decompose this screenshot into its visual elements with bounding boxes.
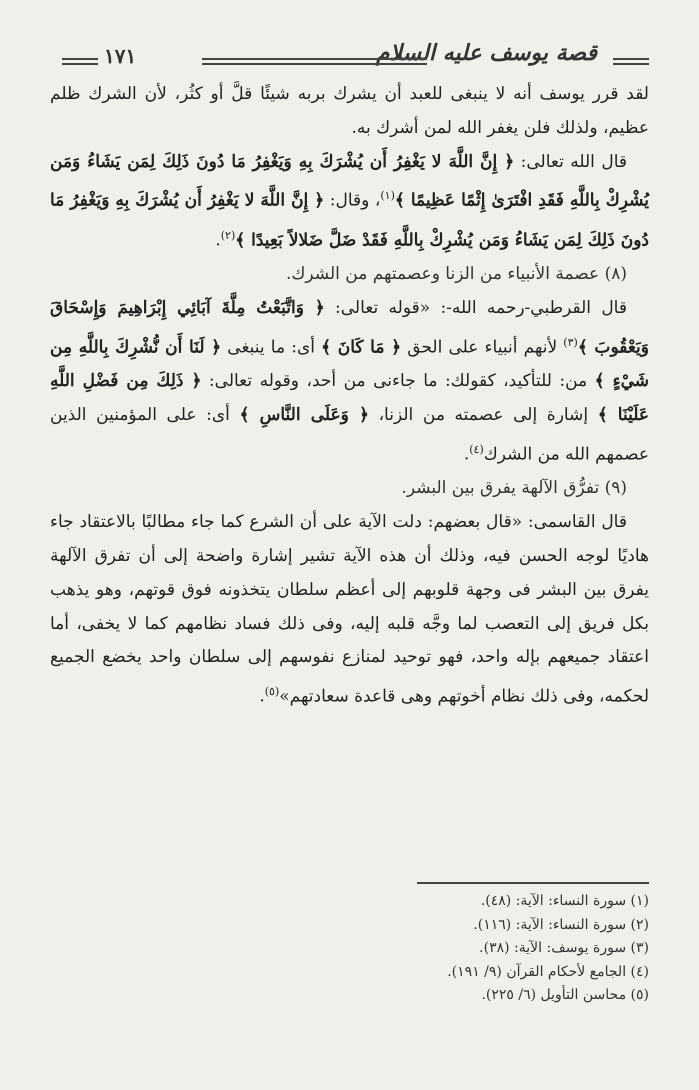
book-title: قصة يوسف عليه السلام xyxy=(375,40,597,66)
footnote-1: (١) سورة النساء: الآية: (٤٨). xyxy=(480,893,649,909)
paragraph-3 xyxy=(50,292,649,472)
quran-verse: ﴿ وَعَلَى النَّاسِ ﴾ xyxy=(239,405,369,426)
footnote-separator xyxy=(417,882,649,884)
p2-intro: قال الله تعالى: xyxy=(514,151,628,172)
header-rule-right xyxy=(613,58,649,65)
quran-verse: ﴿ إِنَّ اللَّهَ لا يَغْفِرُ أَن يُشْرَكَ بِهِ وَيَغْفِرُ مَا دُونَ ذَلِكَ لِمَن يَشَاءُ وَمَن يُشْرِكْ بِاللَّهِ فَقَدِ افْتَرَىٰ إِثْمًا عَظِيمًا ﴾ xyxy=(50,151,650,212)
p2-mid: ، وقال: xyxy=(324,191,381,212)
p3-text: إشارة إلى عصمته من الزنا، xyxy=(368,405,598,426)
paragraph-4 xyxy=(50,506,649,714)
p4-text: قال القاسمى: «قال بعضهم: دلت الآية على أن الشرع كما جاء مطالبًا بالاعتقاد جاء هاديًا لوجه الحسن فيه، وذلك أن هذه الآية تشير إشارة واضحة إلى أن تفرق الآلهة يفرق بين البشر فى وجهة قلوبهم إلى أعظم سلطان يتخذونه فوق قوتهم، وهو يذهب بكل فريق إلى التعصب لما وجَّه قلبه إليه، وفى ذلك فساد نظامهم كما لا يخفى، أما اعتقاد جميعهم بإله واحد، فهو توحيد لمنازع نفوسهم إلى سلطان واحد يخضع الجميع لحكمه، وفى ذلك نظام أخوتهم وهى قاعدة سعادتهم» xyxy=(50,512,649,707)
page-header xyxy=(62,40,649,80)
footnote-4: (٤) الجامع لأحكام القرآن (٩/ ١٩١). xyxy=(447,963,649,980)
quran-verse: ﴿ لَنَا أَن نُّشْرِكَ بِاللَّهِ مِن شَيْءٍ ﴾ xyxy=(50,337,649,392)
footnote-ref: (٢) xyxy=(220,228,236,242)
footnote-ref: (٤) xyxy=(469,442,484,456)
p3-text: لأنهم أنبياء على الحق xyxy=(401,337,564,358)
p4-end: . xyxy=(259,686,265,707)
footnote-2: (٢) سورة النساء: الآية: (١١٦). xyxy=(473,916,649,933)
footnotes xyxy=(89,890,649,1008)
footnote-ref: (٥) xyxy=(264,685,280,699)
footnote-5: (٥) محاسن التأويل (٦/ ٢٢٥). xyxy=(481,987,649,1003)
quran-verse: ﴿ ذَلِكَ مِن فَضْلِ اللَّهِ عَلَيْنَا ﴾ xyxy=(50,371,650,426)
p3-intro: قال القرطبي-رحمه الله-: «قوله تعالى: xyxy=(324,298,627,319)
quran-verse: ﴿ وَاتَّبَعْتُ مِلَّةَ آبَائِي إِبْرَاهِيمَ وَإِسْحَاقَ وَيَعْقُوبَ ﴾ xyxy=(50,298,649,358)
p2-end: . xyxy=(215,230,221,251)
paragraph-1: لقد قرر يوسف أنه لا ينبغى للعبد أن يشرك بربه شيئًا قلَّ أو كثُر، لأن الشرك ظلم عظيم، ولذلك فلن يغفر الله لمن أشرك به. xyxy=(50,84,649,138)
header-rule-middle xyxy=(202,58,427,65)
paragraph-2 xyxy=(50,146,649,259)
p3-text: من: للتأكيد، كقولك: ما جاءنى من أحد، وقوله تعالى: xyxy=(201,371,595,392)
quran-verse: ﴿ إِنَّ اللَّهَ لا يَغْفِرُ أَن يُشْرَكَ بِهِ وَيَغْفِرُ مَا دُونَ ذَلِكَ لِمَن يَشَاءُ وَمَن يُشْرِكْ بِاللَّهِ فَقَدْ ضَلَّ ضَلالاً بَعِيدًا ﴾ xyxy=(50,191,649,251)
page-number: ١٧١ xyxy=(104,44,137,68)
footnote-3: (٣) سورة يوسف: الآية: (٣٨). xyxy=(479,940,649,956)
heading-8: (٨) عصمة الأنبياء من الزنا وعصمتهم من الشرك. xyxy=(285,264,627,285)
p3-text: أى: ما ينبغى xyxy=(221,337,322,358)
heading-9: (٩) تفرُّق الآلهة يفرق بين البشر. xyxy=(401,478,627,499)
header-rule-left xyxy=(62,58,98,65)
footnote-ref: (٣) xyxy=(563,335,578,349)
p3-end: . xyxy=(463,444,470,465)
page-body xyxy=(50,78,649,715)
footnote-ref: (١) xyxy=(380,189,395,203)
p3-text: أى: على المؤمنين الذين عصمهم الله من الشرك xyxy=(50,405,649,465)
quran-verse: ﴿ مَا كَانَ ﴾ xyxy=(321,337,402,358)
